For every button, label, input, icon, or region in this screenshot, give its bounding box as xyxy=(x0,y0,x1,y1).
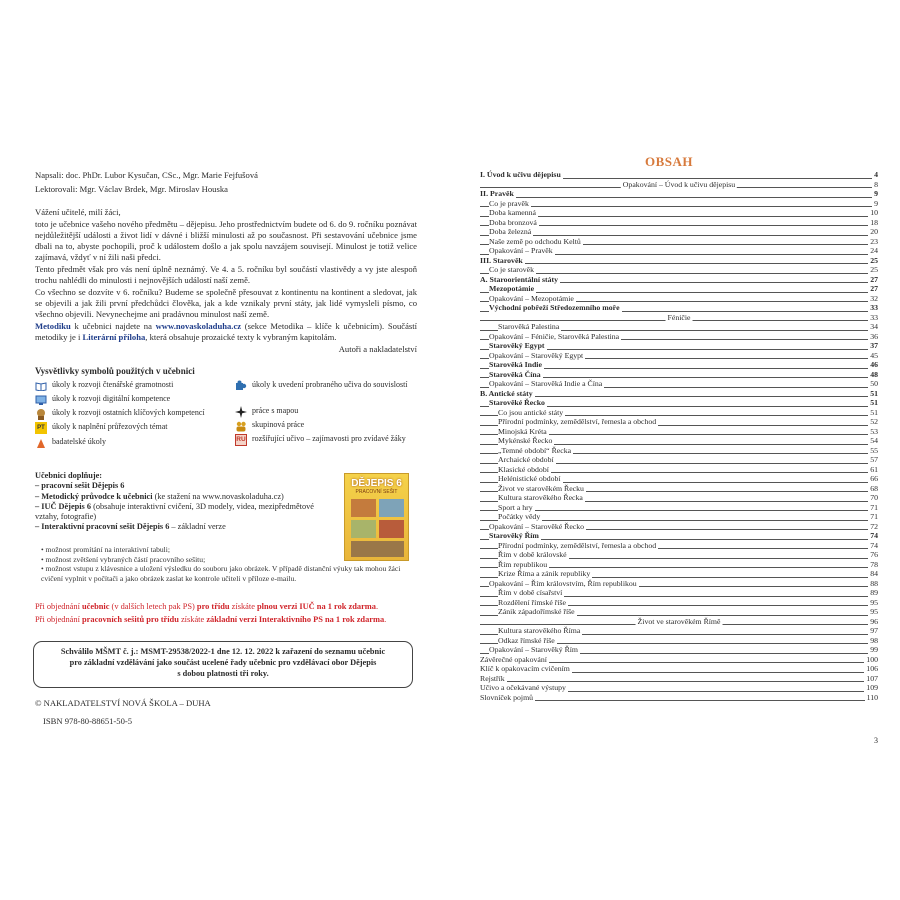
leader-line xyxy=(480,197,878,198)
pt-badge-icon: PT xyxy=(35,422,47,434)
toc-page: 78 xyxy=(870,559,878,569)
toc-title: Doba kamenná xyxy=(489,208,536,217)
toc-page: 48 xyxy=(870,369,878,379)
leader-line xyxy=(480,235,878,236)
page-number: 3 xyxy=(874,736,878,745)
leader-line xyxy=(480,700,878,701)
toc-title: III. Starověk xyxy=(480,255,523,265)
toc-page: 88 xyxy=(870,578,878,588)
toc-page: 97 xyxy=(870,626,878,635)
text: plnou verzi IUČ na 1 rok zdarma xyxy=(257,602,376,611)
leader-line xyxy=(480,206,878,207)
text: – Interaktivní pracovní sešit Dějepis 6 xyxy=(35,522,170,532)
toc-page: 27 xyxy=(870,274,878,284)
toc-title: Řím v době královské xyxy=(498,550,567,559)
legend-item xyxy=(235,380,415,392)
toc-title: Co je starověk xyxy=(489,265,535,274)
toc-title: Přírodní podmínky, zemědělství, řemesla a obchod xyxy=(498,540,657,550)
toc-entry[interactable] xyxy=(480,560,878,570)
toc-title: Řím v době císařství xyxy=(498,588,563,597)
toc-page: 51 xyxy=(870,398,878,407)
toc-entry[interactable] xyxy=(480,237,878,247)
toc-title: Doba železná xyxy=(489,227,532,236)
legend-item xyxy=(35,437,215,449)
approval-line: Schválilo MŠMT č. j.: MSMT-29538/2022-1 dne 12. 12. 2022 k zařazení do seznamu učebnic xyxy=(60,647,386,656)
contents-title: OBSAH xyxy=(644,154,693,169)
foreword-paragraph: toto je učebnice vašeho nového předmětu – dějepisu. Jeho prostřednictvím budete od 6. do 9. ročníku poznávat nejdůležitější události a život lidí v dávné i bližší minulosti až po současnost. Při sestavování učebnice jsme dbali na to, abyste pochopili, proč k událostem došlo a jak spolu navzájem souvisejí. Minulost je totiž velice zajímavá, vždyť v ní žili naši předci. xyxy=(35,219,417,262)
toc-page: 54 xyxy=(870,436,878,445)
text: základní verzi Interaktivního PS na 1 rok zdarma xyxy=(206,615,385,624)
copyright: © NAKLADATELSTVÍ NOVÁ ŠKOLA – DUHA xyxy=(35,698,211,708)
legend-label: úkoly k rozvoji ostatních klíčových kompetencí xyxy=(52,408,205,417)
toc-page: 34 xyxy=(870,322,878,331)
toc-title: Mezopotámie xyxy=(489,284,535,293)
toc-entry[interactable] xyxy=(480,541,878,551)
supplement-item xyxy=(35,522,335,532)
toc-entry[interactable] xyxy=(480,436,878,446)
toc-entry[interactable] xyxy=(480,227,878,237)
cover-image xyxy=(379,499,404,517)
toc-title: I. Úvod k učivu dějepisu xyxy=(480,170,561,179)
toc-title: Učivo a očekávané výstupy xyxy=(480,683,566,692)
text: Učebnici doplňuje: xyxy=(35,471,103,480)
research-icon xyxy=(35,437,47,449)
toc-entry[interactable] xyxy=(480,512,878,522)
toc-page: 10 xyxy=(870,208,878,217)
toc-entry[interactable] xyxy=(480,493,878,503)
toc-entry[interactable] xyxy=(480,246,878,256)
toc-entry[interactable] xyxy=(480,455,878,465)
toc-entry[interactable] xyxy=(480,284,878,294)
toc-entry[interactable] xyxy=(480,408,878,418)
right-page xyxy=(460,140,878,755)
cover-subtitle: PRACOVNÍ SEŠIT xyxy=(355,489,398,495)
toc-entry[interactable] xyxy=(480,465,878,475)
legend-item xyxy=(35,380,215,392)
toc-entry[interactable] xyxy=(480,427,878,437)
toc-entry[interactable] xyxy=(480,370,878,380)
legend-label: badatelské úkoly xyxy=(52,437,106,446)
legend-label: rozšiřující učivo – zajímavosti pro zvídavé žáky xyxy=(252,434,406,443)
text: (obsahuje interaktivní cvičení, 3D modely, videa, mezipředmětové vztahy, fotografie) xyxy=(35,501,314,522)
toc-title: Kultura starověkého Říma xyxy=(498,626,581,635)
toc-entry[interactable] xyxy=(480,332,878,342)
approval-box xyxy=(33,641,413,688)
toc-page: 36 xyxy=(870,331,878,341)
toc-title: Doba bronzová xyxy=(489,217,537,227)
approval-line: s dobou platnosti tři roky. xyxy=(177,669,269,678)
toc-title: Krize Říma a zánik republiky xyxy=(498,569,591,578)
toc-entry[interactable] xyxy=(480,626,878,636)
website-link[interactable]: www.novaskoladuha.cz xyxy=(155,320,242,331)
text: Při objednání xyxy=(35,615,82,624)
toc-entry[interactable] xyxy=(480,379,878,389)
foreword-paragraph: Co všechno se dozvíte v 6. ročníku? Budeme se společně přesouvat z kontinentu na kontinent a sledovat, jak se objevili a jak žili první předchůdci člověka, jak a kde vznikaly první státy, jak lidé vymysleli písmo, co všechno objevili. Nevynechejme ani pradávnou minulost naší země. xyxy=(35,287,417,319)
toc-page: 27 xyxy=(870,284,878,293)
toc-page: 23 xyxy=(870,236,878,246)
legend-label: úkoly k rozvoji digitální kompetence xyxy=(52,394,171,403)
toc-title: Starověký Egypt xyxy=(489,341,545,350)
toc-title: Mykénské Řecko xyxy=(498,436,553,445)
toc-entry[interactable] xyxy=(480,256,878,266)
toc-page: 37 xyxy=(870,341,878,350)
toc-entry[interactable] xyxy=(480,655,878,665)
toc-entry[interactable] xyxy=(480,664,878,674)
toc-title: Starověká Indie xyxy=(489,360,542,369)
toc-title: Přírodní podmínky, zemědělství, řemesla a obchod xyxy=(498,417,657,426)
text: pro třídu xyxy=(146,615,179,624)
leader-line xyxy=(480,225,878,226)
toc-title: Rozdělení římské říše xyxy=(498,597,566,607)
toc-entry[interactable] xyxy=(480,417,878,427)
computer-icon xyxy=(35,394,47,406)
toc-page: 32 xyxy=(870,293,878,303)
toc-page: 76 xyxy=(870,550,878,559)
legend-title: Vysvětlivky symbolů použitých v učebnici xyxy=(35,366,195,376)
toc-title: Opakování – Starověké Řecko xyxy=(489,521,585,531)
toc-page: 99 xyxy=(870,645,878,654)
bullet-item: • možnost promítání na interaktivní tabuli; xyxy=(41,545,170,554)
toc-page: 25 xyxy=(870,265,878,274)
toc-title: Život ve starověkém Řecku xyxy=(498,483,584,493)
toc-entry[interactable] xyxy=(480,674,878,684)
toc-page: 52 xyxy=(870,417,878,426)
cover-image xyxy=(351,520,376,538)
toc-entry[interactable] xyxy=(480,550,878,560)
foreword-paragraph xyxy=(35,321,417,343)
toc-page: 55 xyxy=(870,445,878,455)
toc-page: 25 xyxy=(870,255,878,265)
text: k učebnici najdete na xyxy=(70,320,156,331)
workbook-cover xyxy=(344,473,409,561)
toc-page: 106 xyxy=(866,664,878,673)
offer-textbooks xyxy=(35,600,427,613)
cover-image xyxy=(351,499,376,517)
text: získáte xyxy=(178,615,207,624)
toc-entry[interactable] xyxy=(480,398,878,408)
toc-page: 24 xyxy=(870,246,878,255)
supplement-item xyxy=(35,502,335,523)
leader-line xyxy=(480,263,878,264)
supplement-item xyxy=(35,492,335,502)
literary-appendix: Literární příloha xyxy=(82,331,146,342)
toc-title: „Temné období“ Řecka xyxy=(498,445,572,455)
toc-title: Opakování – Starověký Egypt xyxy=(489,350,584,360)
text: Při objednání xyxy=(35,602,82,611)
toc-page: 89 xyxy=(870,588,878,597)
toc-entry[interactable] xyxy=(480,522,878,532)
bullet-item: • možnost vstupu z klávesnice a uložení výsledku do souboru jako obrázek. V případě distanční výuky tak mohou žáci cvičení vyplnit v počítači a jako obrázek zaslat ke kontrole učiteli v příloze e-mailu. xyxy=(41,564,401,583)
toc-title: Opakování – Féničie, Starověká Palestina xyxy=(489,331,620,341)
toc-title: Slovníček pojmů xyxy=(480,692,534,702)
puzzle-icon xyxy=(235,380,247,392)
toc-page: 66 xyxy=(870,474,878,483)
toc-title: Opakování – Starověký Řím xyxy=(489,645,579,654)
toc-page: 74 xyxy=(870,540,878,550)
toc-entry[interactable] xyxy=(480,645,878,655)
toc-page: 4 xyxy=(874,170,878,179)
toc-title: Odkaz římské říše xyxy=(498,635,555,645)
text: (v dalších letech pak PS) xyxy=(109,602,197,611)
toc-title: Opakování – Úvod k učivu dějepisu xyxy=(622,179,736,189)
text: – pracovní sešit Dějepis 6 xyxy=(35,481,125,491)
order-offer xyxy=(35,600,427,626)
toc-page: 9 xyxy=(874,189,878,198)
toc-page: 20 xyxy=(870,227,878,236)
toc-page: 100 xyxy=(866,654,878,664)
toc-page: 95 xyxy=(870,597,878,607)
metodika-text: Metodiku xyxy=(35,320,71,331)
toc-title: A. Staroorientální státy xyxy=(480,274,559,284)
toc-title: Starověké Řecko xyxy=(489,398,545,407)
toc-entry[interactable] xyxy=(480,180,878,190)
signature: Autoři a nakladatelství xyxy=(338,344,417,355)
text: získáte xyxy=(229,602,258,611)
toc-entry[interactable] xyxy=(480,341,878,351)
toc-title: Život ve starověkém Římě xyxy=(637,616,721,626)
supplement-item xyxy=(35,481,335,491)
toc-entry[interactable] xyxy=(480,503,878,513)
cover-image xyxy=(379,520,404,538)
leader-line xyxy=(480,273,878,274)
text: . xyxy=(375,602,379,611)
toc-title: Počátky vědy xyxy=(498,512,541,521)
toc-entry[interactable] xyxy=(480,199,878,209)
toc-page: 74 xyxy=(870,531,878,540)
greeting: Vážení učitelé, milí žáci, xyxy=(35,207,121,217)
toc-page: 53 xyxy=(870,426,878,436)
toc-entry[interactable] xyxy=(480,598,878,608)
leader-line xyxy=(480,396,878,397)
toc-entry[interactable] xyxy=(480,446,878,456)
toc-page: 71 xyxy=(870,502,878,512)
legend-item xyxy=(235,420,415,432)
text: (ke stažení na www.novaskoladuha.cz) xyxy=(152,491,284,501)
toc-title: B. Antické státy xyxy=(480,388,533,398)
legend-item xyxy=(35,394,215,406)
toc-entry[interactable] xyxy=(480,313,878,323)
toc-entry[interactable] xyxy=(480,322,878,332)
cover-title: DĚJEPIS 6 xyxy=(351,478,402,489)
approval-line: pro základní vzdělávání jako součást ucelené řady učebnic pro vzdělávací obor Dějepis xyxy=(69,658,377,667)
toc-entry[interactable] xyxy=(480,588,878,598)
toc-title: Naše země po odchodu Keltů xyxy=(489,236,581,246)
toc-page: 8 xyxy=(874,179,878,189)
toc-title: Závěrečné opakování xyxy=(480,654,547,664)
legend-label: práce s mapou xyxy=(252,406,299,415)
toc-entry[interactable] xyxy=(480,484,878,494)
toc-page: 45 xyxy=(870,350,878,360)
toc-entry[interactable] xyxy=(480,683,878,693)
left-page xyxy=(23,140,423,755)
toc-page: 57 xyxy=(870,455,878,464)
toc-entry[interactable] xyxy=(480,569,878,579)
toc-title: Řím republikou xyxy=(498,559,548,569)
toc-page: 50 xyxy=(870,379,878,388)
authors: Napsali: doc. PhDr. Lubor Kysučan, CSc., Mgr. Marie Fejfušová xyxy=(35,170,258,180)
toc-entry[interactable] xyxy=(480,208,878,218)
toc-entry[interactable] xyxy=(480,693,878,703)
cover-image xyxy=(351,541,404,557)
table-of-contents xyxy=(480,170,878,702)
text: – Metodický průvodce k učebnici xyxy=(35,491,153,501)
supplements xyxy=(35,471,335,533)
toc-title: Co jsou antické státy xyxy=(498,407,564,417)
offer-workbooks xyxy=(35,613,427,626)
toc-title: Zánik západořímské říše xyxy=(498,607,575,616)
toc-title: Východní pobřeží Středozemního moře xyxy=(489,303,620,312)
toc-entry[interactable] xyxy=(480,303,878,313)
text: pro třídu xyxy=(196,602,230,611)
toc-entry[interactable] xyxy=(480,170,878,180)
toc-page: 110 xyxy=(866,692,878,702)
toc-entry[interactable] xyxy=(480,218,878,228)
toc-page: 51 xyxy=(870,388,878,398)
toc-page: 70 xyxy=(870,493,878,502)
isbn: ISBN 978-80-88651-50-5 xyxy=(43,716,133,726)
toc-title: Klíč k opakovacím cvičením xyxy=(480,664,570,673)
toc-title: Opakování – Pravěk xyxy=(489,246,553,255)
toc-page: 68 xyxy=(870,483,878,493)
toc-page: 72 xyxy=(870,521,878,531)
legend-item xyxy=(35,422,215,434)
toc-title: Starověký Řím xyxy=(489,531,539,540)
text: . xyxy=(384,615,387,624)
toc-title: Starověká Čína xyxy=(489,369,541,379)
bullet-item: • možnost zvětšení vybraných částí pracovního sešitu; xyxy=(41,554,206,564)
credits xyxy=(35,170,258,199)
toc-entry[interactable] xyxy=(480,189,878,199)
book-spread xyxy=(23,140,878,755)
toc-title: II. Pravěk xyxy=(480,189,514,198)
toc-entry[interactable] xyxy=(480,607,878,617)
toc-page: 18 xyxy=(870,217,878,227)
compass-icon xyxy=(235,406,247,418)
toc-entry[interactable] xyxy=(480,389,878,399)
toc-page: 33 xyxy=(870,312,878,322)
toc-title: Minojská Kréta xyxy=(498,426,547,436)
toc-page: 96 xyxy=(870,616,878,626)
toc-page: 9 xyxy=(874,198,878,208)
toc-entry[interactable] xyxy=(480,617,878,627)
toc-entry[interactable] xyxy=(480,636,878,646)
toc-entry[interactable] xyxy=(480,275,878,285)
leader-line xyxy=(480,292,878,293)
legend-item xyxy=(35,408,225,420)
toc-title: Starověká Palestina xyxy=(498,322,560,331)
toc-page: 46 xyxy=(870,360,878,369)
legend-label: úkoly k rozvoji čtenářské gramotnosti xyxy=(52,380,174,389)
toc-title: Archaické období xyxy=(498,455,554,464)
toc-page: 98 xyxy=(870,635,878,645)
toc-page: 33 xyxy=(870,303,878,312)
toc-page: 107 xyxy=(866,673,878,683)
toc-page: 61 xyxy=(870,464,878,474)
toc-entry[interactable] xyxy=(480,265,878,275)
toc-title: Opakování – Starověká Indie a Čína xyxy=(489,379,603,388)
reviewers: Lektorovali: Mgr. Václav Brdek, Mgr. Miroslav Houska xyxy=(35,184,228,195)
toc-title: Féničie xyxy=(667,312,691,322)
toc-title: Opakování – Řím královstvím, Řím republikou xyxy=(489,578,637,588)
text: pracovních sešitů xyxy=(82,615,145,624)
foreword-paragraph: Tento předmět však pro vás není úplně neznámý. Ve 4. a 5. ročníku byl součástí vlastivědy a vy jste alespoň trochu nahlédli do minulosti i nejnovějších událostí naší země. xyxy=(35,263,417,285)
group-icon xyxy=(235,420,247,432)
toc-page: 95 xyxy=(870,607,878,616)
toc-page: 109 xyxy=(866,683,878,692)
legend-label: skupinová práce xyxy=(252,420,305,429)
legend-item xyxy=(235,406,415,418)
toc-title: Klasické období xyxy=(498,464,549,474)
toc-entry[interactable] xyxy=(480,360,878,370)
leader-line xyxy=(480,681,878,682)
foreword xyxy=(35,207,417,356)
toc-page: 71 xyxy=(870,512,878,521)
toc-title: Helénistické období xyxy=(498,474,561,483)
text: – IUČ Dějepis 6 xyxy=(35,501,91,511)
toc-entry[interactable] xyxy=(480,351,878,361)
legend-label: úkoly k naplnění průřezových témat xyxy=(52,422,168,431)
toc-entry[interactable] xyxy=(480,579,878,589)
text: , která obsahuje prozaické texty k vybraným kapitolám. xyxy=(145,331,337,342)
toc-entry[interactable] xyxy=(480,474,878,484)
toc-title: Opakování – Mezopotámie xyxy=(489,293,574,303)
toc-title: Kultura starověkého Řecka xyxy=(498,493,583,502)
text: – základní verze xyxy=(169,522,226,532)
leader-line xyxy=(480,510,878,511)
legend-label: úkoly k uvedení probraného učiva do souvislostí xyxy=(252,380,408,389)
toc-entry[interactable] xyxy=(480,294,878,304)
head-icon xyxy=(35,408,47,420)
text: (sekce Metodika – klíče k učebnicím). Součástí metodiky je i xyxy=(35,320,418,342)
supplements-title xyxy=(35,471,335,481)
legend-item xyxy=(235,434,415,446)
ru-badge-icon: RU xyxy=(235,434,247,446)
text: učebnic xyxy=(82,602,110,611)
toc-title: Rejstřík xyxy=(480,673,505,683)
leader-line xyxy=(480,216,878,217)
toc-page: 84 xyxy=(870,569,878,578)
open-book-icon xyxy=(35,380,47,392)
toc-entry[interactable] xyxy=(480,531,878,541)
toc-title: Co je pravěk xyxy=(489,198,529,208)
toc-title: Sport a hry xyxy=(498,502,533,512)
toc-page: 51 xyxy=(870,407,878,417)
